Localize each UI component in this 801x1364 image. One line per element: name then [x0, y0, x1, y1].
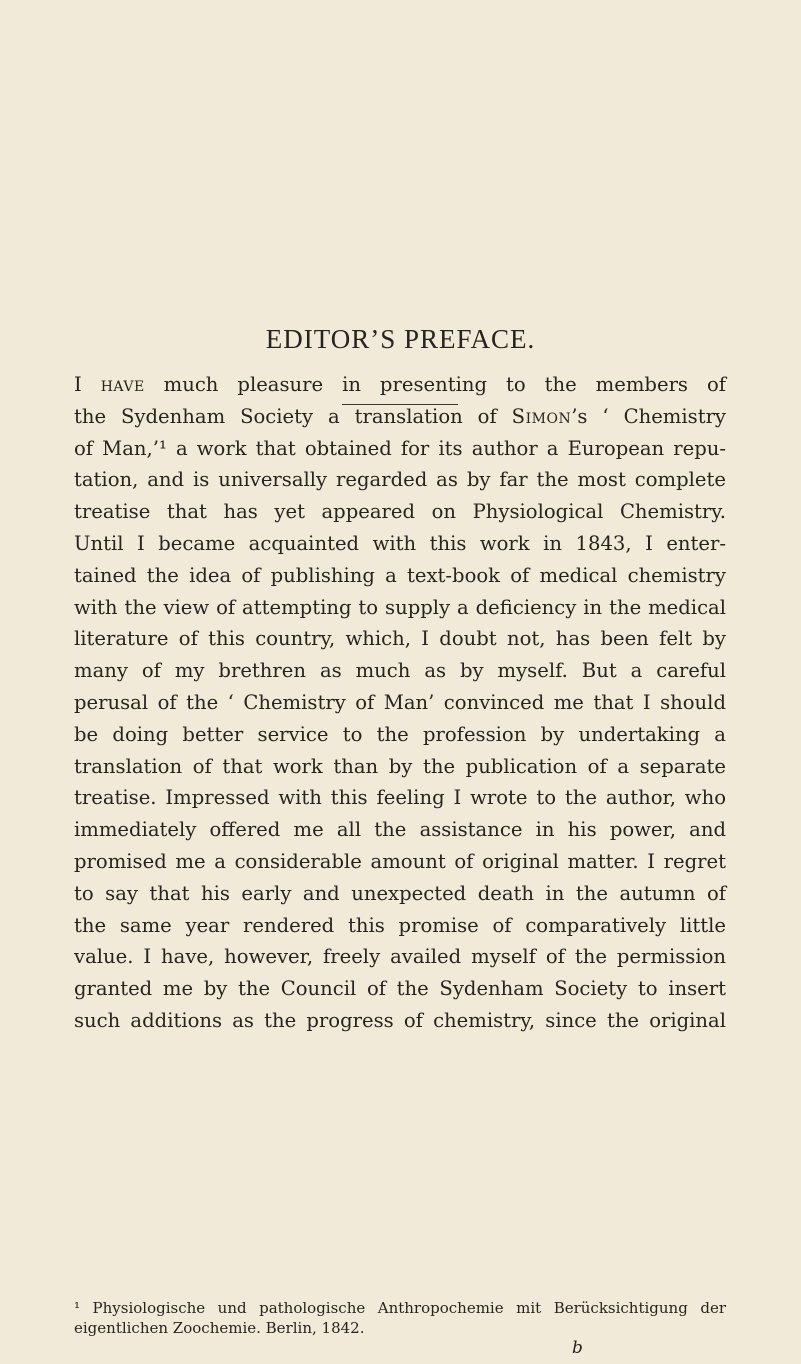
- body-line: tained the idea of publishing a text-book of medical chemistry: [74, 563, 726, 587]
- body-line: of Man,’¹ a work that obtained for its author a European repu-: [74, 436, 726, 460]
- preface-body: [74, 369, 726, 1037]
- body-line: I have much pleasure in presenting to the members of: [74, 373, 726, 396]
- body-line: tation, and is universally regarded as by far the most complete: [74, 468, 726, 492]
- page-title: EDITOR’S PREFACE.: [265, 324, 536, 354]
- body-line: such additions as the progress of chemistry, since the original: [74, 1008, 726, 1032]
- signature-mark: b: [572, 1338, 583, 1358]
- footnote-line: eigentlichen Zoochemie. Berlin, 1842.: [74, 1319, 365, 1337]
- body-line: Until I became acquainted with this work in 1843, I enter-: [74, 531, 726, 555]
- body-line: translation of that work than by the publication of a separate: [74, 754, 726, 778]
- body-line: the same year rendered this promise of comparatively little: [74, 913, 726, 937]
- body-line: granted me by the Council of the Sydenham Society to insert: [74, 977, 726, 1001]
- body-line: value. I have, however, freely availed myself of the permission: [74, 945, 726, 969]
- body-line: with the view of attempting to supply a deficiency in the medical: [74, 595, 726, 619]
- footnote-line: ¹ Physiologische und pathologische Anthropochemie mit Berücksichtigung der: [74, 1299, 726, 1317]
- body-line: promised me a considerable amount of original matter. I regret: [74, 849, 726, 873]
- body-line: be doing better service to the profession by undertaking a: [74, 722, 726, 746]
- body-line: the Sydenham Society a translation of Simon’s ‘ Chemistry: [74, 404, 727, 428]
- footnote: [74, 1298, 726, 1338]
- body-line: perusal of the ‘ Chemistry of Man’ convinced me that I should: [74, 690, 726, 714]
- body-line: many of my brethren as much as by myself. But a careful: [74, 659, 726, 683]
- body-line: treatise. Impressed with this feeling I wrote to the author, who: [74, 786, 726, 810]
- body-line: literature of this country, which, I doubt not, has been felt by: [74, 627, 726, 651]
- body-line: treatise that has yet appeared on Physiological Chemistry.: [74, 500, 726, 524]
- body-line: immediately offered me all the assistance in his power, and: [74, 818, 726, 842]
- body-line: to say that his early and unexpected death in the autumn of: [74, 881, 726, 905]
